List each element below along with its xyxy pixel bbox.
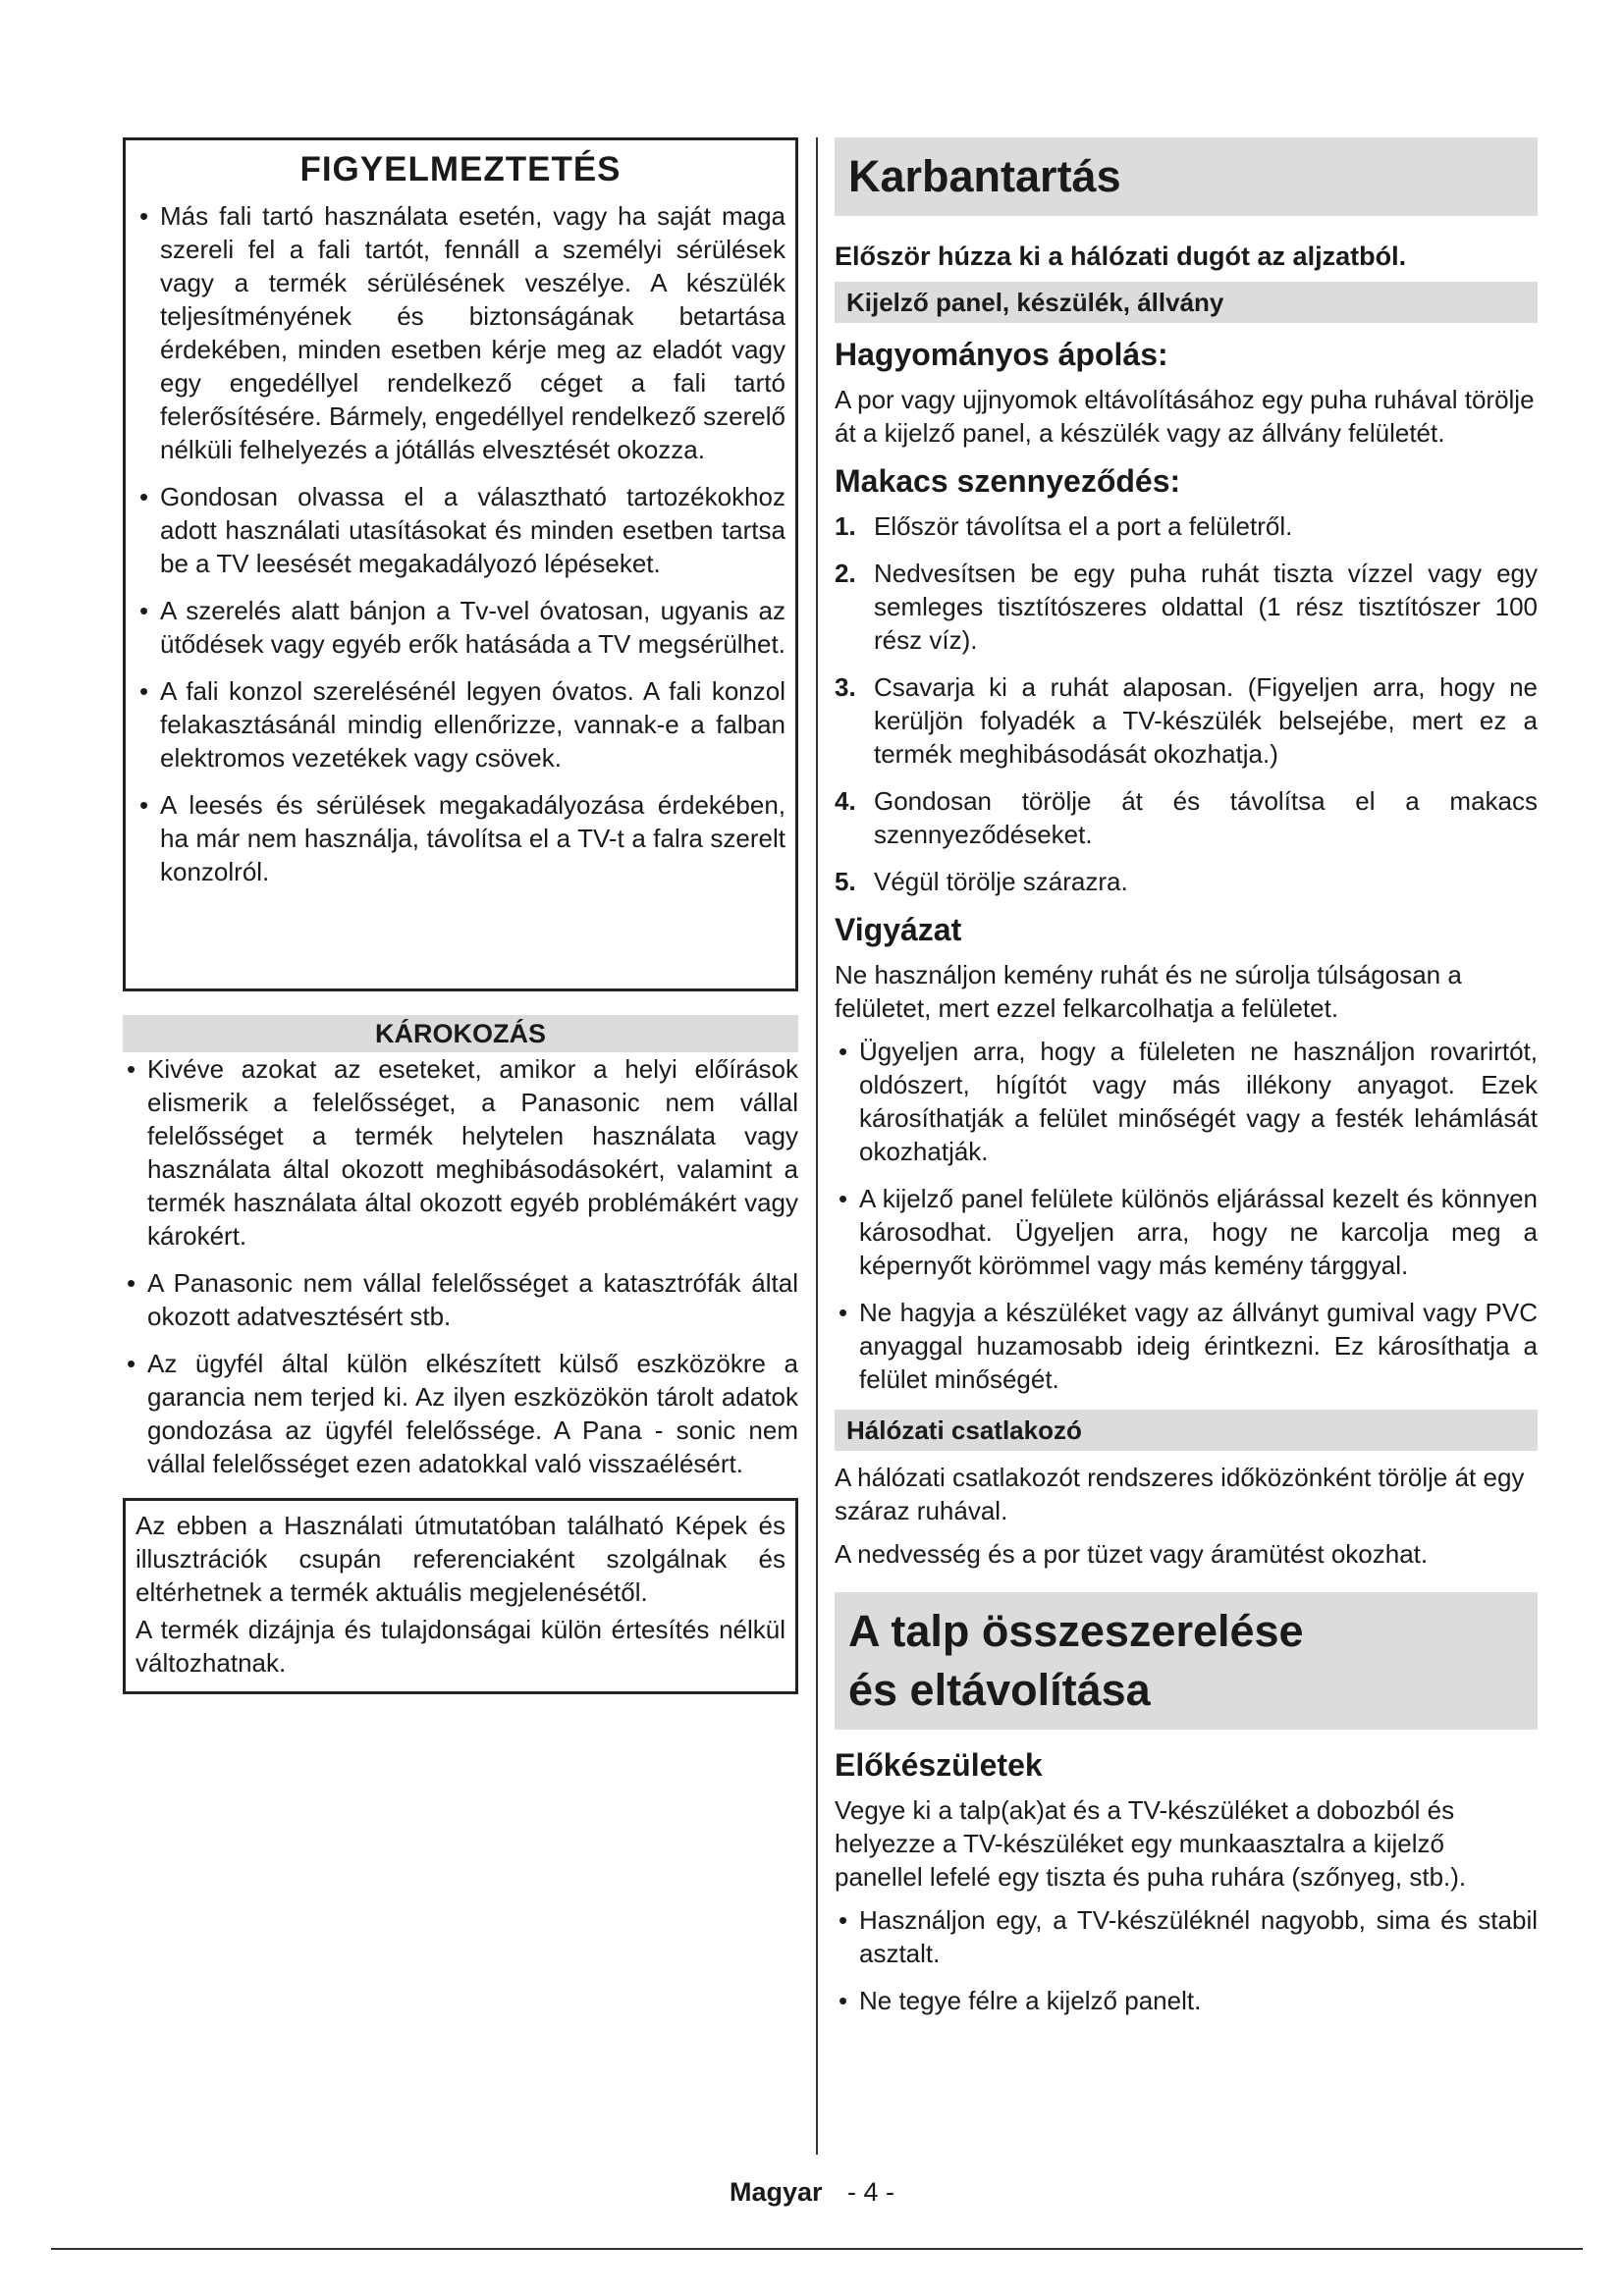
preparation-list [835,1903,1538,2017]
step-number: 1. [835,511,856,541]
maintenance-lead: Először húzza ki a hálózati dugót az aljzatból. [835,241,1407,271]
step-text: Gondosan törölje át és távolítsa el a makacs szennyeződéseket. [874,786,1538,849]
regular-care-heading: Hagyományos ápolás: [835,337,1168,372]
step-item [835,784,1538,851]
right-column [835,137,1538,2031]
warning-title: FIGYELMEZTETÉS [299,150,622,188]
step-number: 2. [835,559,856,588]
panel-subtitle: Kijelző panel, készülék, állvány [835,282,1538,323]
page-number: - 4 - [847,2177,895,2207]
note-paragraph: A termék dizájnja és tulajdonságai külön értesítés nélkül változhatnak. [135,1615,785,1678]
footer-language: Magyar [729,2177,823,2207]
step-item [835,557,1538,657]
plug-subtitle: Hálózati csatlakozó [835,1410,1538,1451]
step-item [835,865,1538,898]
warning-item: • A fali konzol szerelésénél legyen óvatos. A fali konzol felakasztásánál mindig ellenőrizze, vannak-e a falban elektromos vezetékek vagy csövek. [135,674,785,774]
column-divider [816,137,818,2155]
damage-item: • Kivéve azokat az eseteket, amikor a helyi előírások elismerik a felelősséget, a Panasonic nem vállal felelősséget a termék helytelen használata vagy használata által okozott meghibásodásokért, valamint a termék használata által okozott egyéb problémákért vagy károkért. [123,1052,798,1253]
caution-item: • Ne hagyja a készüléket vagy az állványt gumival vagy PVC anyaggal huzamosabb ideig érintkezni. Ez károsíthatja a felület minőségét. [835,1296,1538,1396]
stand-assembly-title [835,1592,1538,1730]
damage-list [123,1052,798,1480]
warning-list [135,199,785,888]
plug-text: A hálózati csatlakozót rendszeres időközönként törölje át egy száraz ruhával. [835,1463,1525,1525]
note-box [123,1498,798,1694]
footer-rule [51,2248,1583,2250]
step-number: 5. [835,867,856,896]
page-footer [0,2177,1624,2208]
preparation-heading: Előkészületek [835,1747,1043,1783]
caution-text: Ne használjon kemény ruhát és ne súrolja túlságosan a felületet, mert ezzel felkarcolhatja a felületet. [835,960,1462,1023]
warning-box [123,137,798,991]
warning-item: • Más fali tartó használata esetén, vagy ha saját maga szereli fel a fali tartót, fennáll a személyi sérülések vagy a termék sérülésének veszélye. A készülék teljesítményének és biztonságának betartása érdekében, minden esetben kérje meg az eladót vagy egy engedéllyel rendelkező céget a fali tartó felerősítésére. Bármely, engedéllyel rendelkező szerelő nélküli felhelyezés a jótállás elvesztését okozza. [135,199,785,466]
caution-list [835,1035,1538,1396]
warning-item: • A leesés és sérülések megakadályozása érdekében, ha már nem használja, távolítsa el a TV-t a falra szerelt konzolról. [135,788,785,888]
step-item [835,509,1538,543]
damage-title: KÁROKOZÁS [123,1015,798,1052]
maintenance-title: Karbantartás [835,137,1538,216]
caution-item: • Ügyeljen arra, hogy a füleleten ne használjon rovarirtót, oldószert, hígítót vagy más illékony anyagot. Ezek károsíthatják a felület minőségét vagy a festék lehámlását okozhatják. [835,1035,1538,1168]
caution-heading: Vigyázat [835,912,962,947]
step-text: Először távolítsa el a port a felületről. [874,511,1293,541]
warning-item: • Gondosan olvassa el a választható tartozékokhoz adott használati utasításokat és minden esetben tartsa be a TV leesését megakadályozó lépéseket. [135,480,785,580]
stand-title-line: A talp összeszerelése [848,1606,1304,1656]
step-text: Csavarja ki a ruhát alaposan. (Figyeljen arra, hogy ne kerüljön folyadék a TV-készülék belsejébe, mert ez a termék meghibásodását okozhatja.) [874,672,1538,769]
step-text: Végül törölje szárazra. [874,867,1128,896]
stand-title-line: és eltávolítása [848,1665,1151,1715]
damage-item: • A Panasonic nem vállal felelősséget a katasztrófák által okozott adatvesztésért stb. [123,1266,798,1333]
step-number: 4. [835,786,856,816]
regular-care-text: A por vagy ujjnyomok eltávolításához egy puha ruhával törölje át a kijelző panel, a készülék vagy az állvány felületét. [835,385,1535,448]
left-column [123,137,798,1694]
preparation-text: Vegye ki a talp(ak)at és a TV-készüléket a dobozból és helyezze a TV-készüléket egy munkaasztalra a kijelző panellel lefelé egy tiszta és puha ruhára (szőnyeg, stb.). [835,1795,1467,1892]
damage-item: • Az ügyfél által külön elkészített külső eszközökre a garancia nem terjed ki. Az ilyen eszközökön tárolt adatok gondozása az ügyfél felelőssége. A Pana - sonic nem vállal felelősséget ezen adatokkal való visszaélésért. [123,1347,798,1480]
warning-item: • A szerelés alatt bánjon a Tv-vel óvatosan, ugyanis az ütődések vagy egyéb erők hatásáda a TV megsérülhet. [135,594,785,661]
preparation-item: • Használjon egy, a TV-készüléknél nagyobb, sima és stabil asztalt. [835,1903,1538,1970]
step-item [835,670,1538,771]
note-paragraph: Az ebben a Használati útmutatóban található Képek és illusztrációk csupán referenciaként szolgálnak és eltérhetnek a termék aktuális megjelenésétől. [135,1511,785,1607]
step-number: 3. [835,672,856,702]
preparation-item: • Ne tegye félre a kijelző panelt. [835,1984,1538,2017]
step-text: Nedvesítsen be egy puha ruhát tiszta vízzel vagy egy semleges tisztítószeres oldattal (1 rész tisztítószer 100 rész víz). [874,559,1538,655]
caution-item: • A kijelző panel felülete különös eljárással kezelt és könnyen károsodhat. Ügyeljen arra, hogy ne karcolja meg a képernyőt körömmel vagy más kemény tárggyal. [835,1182,1538,1282]
stubborn-dirt-heading: Makacs szennyeződés: [835,463,1181,499]
cleaning-steps [835,509,1538,898]
plug-warning-text: A nedvesség és a por tüzet vagy áramütést okozhat. [835,1539,1429,1569]
